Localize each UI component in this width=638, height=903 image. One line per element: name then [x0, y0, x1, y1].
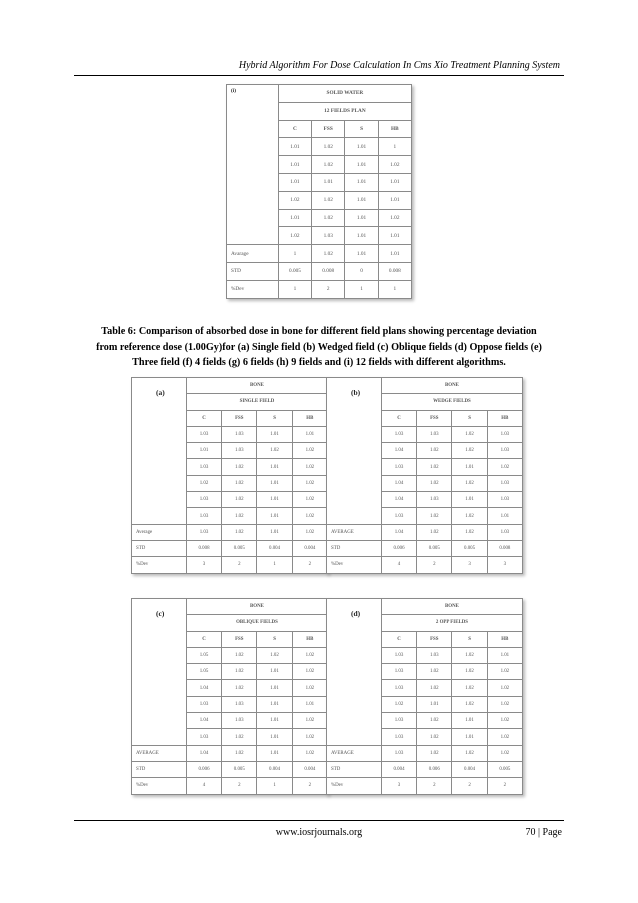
summary-cell: 1	[278, 245, 311, 263]
summary-row	[327, 524, 523, 540]
results-table-wedge-fields	[326, 377, 523, 574]
summary-cell: 2	[452, 778, 487, 794]
summary-row	[132, 524, 328, 540]
panel-label: (a)	[132, 378, 187, 525]
table-cell: 1.01	[292, 696, 327, 712]
summary-cell: 0.004	[292, 540, 327, 556]
summary-row	[132, 778, 328, 794]
summary-cell: 0.005	[487, 761, 522, 777]
summary-cell: 0.005	[222, 540, 257, 556]
table-cell: 1.01	[257, 508, 292, 524]
summary-label: %Dev	[327, 778, 382, 794]
table-cell: 1.03	[381, 680, 416, 696]
summary-label: STD	[132, 761, 187, 777]
table-cell: 1.01	[278, 173, 311, 191]
table-cell: 1.02	[487, 729, 522, 745]
summary-cell: 1.01	[257, 524, 292, 540]
summary-cell: 0.004	[452, 761, 487, 777]
table-cell: 1.02	[257, 647, 292, 663]
summary-row	[132, 745, 328, 761]
table-cell: 1.02	[186, 475, 221, 491]
table-cell: 1.05	[186, 647, 221, 663]
plan-header: SINGLE FIELD	[186, 394, 327, 410]
table-cell: 1.01	[278, 138, 311, 156]
table-cell: 1.01	[278, 156, 311, 174]
column-header: HB	[292, 631, 327, 647]
caption-line: Table 6: Comparison of absorbed dose in bone for different field plans showing percentage deviation	[101, 326, 537, 337]
table-cell: 1.03	[381, 664, 416, 680]
table-cell: 1.02	[381, 696, 416, 712]
table-cell: 1.01	[487, 508, 522, 524]
table-cell: 1.02	[487, 696, 522, 712]
summary-cell: 0.005	[417, 540, 452, 556]
summary-cell: 2	[417, 778, 452, 794]
summary-cell: 0.005	[278, 262, 311, 280]
summary-label: STD	[327, 540, 382, 556]
table-cell: 1.02	[278, 227, 311, 245]
table-cell: 1.02	[257, 443, 292, 459]
running-header: Hybrid Algorithm For Dose Calculation In Cms Xio Treatment Planning System	[238, 60, 560, 71]
column-header: FSS	[222, 410, 257, 426]
summary-cell: 0	[345, 262, 378, 280]
column-header: S	[452, 410, 487, 426]
table-cell: 1.01	[452, 713, 487, 729]
table-cell: 1.02	[222, 680, 257, 696]
table-cell: 1.03	[186, 426, 221, 442]
table-cell: 1.03	[222, 713, 257, 729]
table-cell: 1.01	[186, 443, 221, 459]
summary-cell: 1.03	[487, 524, 522, 540]
summary-cell: 3	[186, 557, 221, 573]
column-header: FSS	[312, 120, 345, 138]
summary-cell: 2	[312, 280, 345, 298]
summary-row	[132, 761, 328, 777]
table-cell: 1.02	[452, 696, 487, 712]
table-cell: 1.03	[186, 492, 221, 508]
table-cell: 1.05	[186, 664, 221, 680]
table-cell: 1.02	[417, 713, 452, 729]
summary-label: AVERAGE	[327, 745, 382, 761]
table-cell: 1.02	[417, 475, 452, 491]
table-cell: 1.01	[257, 426, 292, 442]
medium-header: SOLID WATER	[278, 85, 411, 103]
table-cell: 1.02	[417, 664, 452, 680]
summary-cell: 1.02	[312, 245, 345, 263]
summary-cell: 1.02	[452, 524, 487, 540]
table-cell: 1.02	[292, 508, 327, 524]
table-cell: 1.02	[452, 680, 487, 696]
medium-header: BONE	[381, 599, 522, 615]
summary-cell: 0.004	[381, 761, 416, 777]
table-cell: 1.01	[417, 696, 452, 712]
table-cell: 1.02	[292, 680, 327, 696]
panel-label: (d)	[327, 599, 382, 746]
summary-label: %Dev	[132, 778, 187, 794]
table-cell: 1.02	[222, 475, 257, 491]
summary-cell: 1.03	[186, 524, 221, 540]
summary-cell: 1	[278, 280, 311, 298]
summary-cell: 0.008	[487, 540, 522, 556]
footer-page-number: 70 | Page	[525, 827, 562, 838]
summary-row	[132, 540, 328, 556]
summary-cell: 1.02	[452, 745, 487, 761]
summary-cell: 1.01	[378, 245, 411, 263]
column-header: FSS	[222, 631, 257, 647]
table-cell: 1.02	[452, 443, 487, 459]
results-table-oblique-fields	[131, 598, 328, 795]
summary-cell: 0.008	[186, 540, 221, 556]
table-cell: 1.02	[487, 713, 522, 729]
medium-header: BONE	[186, 599, 327, 615]
summary-cell: 1	[345, 280, 378, 298]
column-header: HB	[292, 410, 327, 426]
table-cell: 1.01	[257, 713, 292, 729]
summary-cell: 1	[378, 280, 411, 298]
table-cell: 1.02	[278, 191, 311, 209]
table-cell: 1.02	[452, 664, 487, 680]
column-header: S	[452, 631, 487, 647]
caption-line: from reference dose (1.00Gy)for (a) Single field (b) Wedged field (c) Oblique fields (d) Oppose fields (e)	[96, 341, 542, 353]
column-header: HB	[487, 410, 522, 426]
table-cell: 1.01	[312, 173, 345, 191]
table-cell: 1.01	[257, 696, 292, 712]
table-cell: 1.02	[292, 647, 327, 663]
table-cell: 1.02	[487, 459, 522, 475]
results-table-opposed-fields	[326, 598, 523, 795]
table-cell: 1.01	[345, 191, 378, 209]
summary-cell: 1.02	[417, 745, 452, 761]
table-cell: 1.02	[452, 647, 487, 663]
table-cell: 1.04	[381, 475, 416, 491]
table-cell: 1.02	[222, 729, 257, 745]
table-cell: 1.02	[452, 508, 487, 524]
table-cell: 1.01	[345, 173, 378, 191]
summary-cell: 0.005	[452, 540, 487, 556]
table-cell: 1.02	[417, 729, 452, 745]
summary-label: Average	[132, 524, 187, 540]
footer-rule	[74, 820, 564, 821]
table-cell: 1.01	[278, 209, 311, 227]
summary-row	[327, 745, 523, 761]
summary-cell: 1.01	[257, 745, 292, 761]
medium-header: BONE	[186, 378, 327, 394]
summary-label: STD	[227, 262, 279, 280]
summary-cell: 2	[487, 778, 522, 794]
plan-header: WEDGE FIELDS	[381, 394, 522, 410]
summary-cell: 1.04	[186, 745, 221, 761]
table-cell: 1.02	[417, 680, 452, 696]
results-table-12-fields-solid-water	[226, 84, 412, 299]
caption-line: Three field (f) 4 fields (g) 6 fields (h) 9 fields and (i) 12 fields with different algorithms.	[132, 357, 506, 368]
footer-url: www.iosrjournals.org	[275, 827, 363, 838]
table-cell: 1.03	[312, 227, 345, 245]
column-header: S	[257, 410, 292, 426]
summary-cell: 1.02	[222, 524, 257, 540]
summary-cell: 2	[292, 778, 327, 794]
table-cell: 1.01	[452, 459, 487, 475]
table-cell: 1.02	[312, 156, 345, 174]
table-cell: 1.01	[257, 475, 292, 491]
table-cell: 1.03	[222, 696, 257, 712]
summary-cell: 0.006	[417, 761, 452, 777]
table-cell: 1.03	[487, 426, 522, 442]
summary-cell: 3	[381, 778, 416, 794]
table-cell: 1.01	[257, 492, 292, 508]
summary-cell: 0.008	[312, 262, 345, 280]
summary-row	[132, 557, 328, 573]
summary-label: %Dev	[327, 557, 382, 573]
plan-header: OBLIQUE FIELDS	[186, 615, 327, 631]
table-cell: 1.02	[292, 492, 327, 508]
summary-cell: 2	[417, 557, 452, 573]
table-cell: 1.02	[292, 729, 327, 745]
panel-label: (i)	[227, 85, 279, 245]
table-cell: 1.02	[452, 426, 487, 442]
summary-row	[227, 262, 412, 280]
summary-cell: 2	[292, 557, 327, 573]
summary-cell: 1.04	[381, 524, 416, 540]
summary-cell: 1	[257, 557, 292, 573]
table-cell: 1.01	[378, 227, 411, 245]
summary-cell: 2	[222, 778, 257, 794]
summary-label: AVERAGE	[132, 745, 187, 761]
table-cell: 1.01	[487, 647, 522, 663]
table-cell: 1.02	[312, 209, 345, 227]
column-header: HB	[378, 120, 411, 138]
table-cell: 1.03	[417, 647, 452, 663]
table-cell: 1.03	[186, 729, 221, 745]
summary-row	[227, 280, 412, 298]
summary-row	[327, 557, 523, 573]
panel-label: (b)	[327, 378, 382, 525]
summary-label: Avarage	[227, 245, 279, 263]
summary-cell: 1.02	[222, 745, 257, 761]
table-cell: 1.03	[186, 696, 221, 712]
summary-cell: 3	[487, 557, 522, 573]
table-cell: 1.02	[487, 664, 522, 680]
table-cell: 1.04	[381, 492, 416, 508]
table-cell: 1.03	[222, 426, 257, 442]
table-cell: 1.03	[487, 443, 522, 459]
table-cell: 1.02	[292, 443, 327, 459]
summary-label: %Dev	[227, 280, 279, 298]
table-cell: 1.02	[222, 647, 257, 663]
table-cell: 1.01	[257, 680, 292, 696]
column-header: S	[257, 631, 292, 647]
table-cell: 1.02	[222, 664, 257, 680]
summary-row	[327, 761, 523, 777]
table-cell: 1.01	[345, 156, 378, 174]
table-cell: 1.01	[257, 729, 292, 745]
summary-cell: 4	[381, 557, 416, 573]
table-cell: 1.02	[417, 459, 452, 475]
table-cell: 1.03	[222, 443, 257, 459]
table-cell: 1.01	[452, 729, 487, 745]
table-cell: 1	[378, 138, 411, 156]
summary-cell: 1.02	[487, 745, 522, 761]
table-cell: 1.03	[381, 647, 416, 663]
column-header: FSS	[417, 631, 452, 647]
column-header: C	[381, 631, 416, 647]
table-cell: 1.02	[312, 191, 345, 209]
table-cell: 1.02	[222, 459, 257, 475]
summary-label: %Dev	[132, 557, 187, 573]
summary-cell: 0.004	[257, 540, 292, 556]
plan-header: 2 OPP FIELDS	[381, 615, 522, 631]
medium-header: BONE	[381, 378, 522, 394]
column-header: C	[186, 410, 221, 426]
table-cell: 1.02	[417, 508, 452, 524]
table-cell: 1.04	[381, 443, 416, 459]
table-cell: 1.02	[487, 680, 522, 696]
table-cell: 1.03	[487, 492, 522, 508]
column-header: C	[381, 410, 416, 426]
summary-cell: 0.005	[222, 761, 257, 777]
table-cell: 1.01	[292, 426, 327, 442]
summary-row	[327, 540, 523, 556]
table-cell: 1.02	[378, 156, 411, 174]
table-caption	[72, 324, 566, 371]
summary-cell: 1	[257, 778, 292, 794]
column-header: HB	[487, 631, 522, 647]
table-cell: 1.03	[487, 475, 522, 491]
results-table-single-field	[131, 377, 328, 574]
table-cell: 1.01	[345, 209, 378, 227]
table-cell: 1.02	[452, 475, 487, 491]
table-cell: 1.03	[381, 426, 416, 442]
summary-cell: 1.02	[417, 524, 452, 540]
table-cell: 1.04	[186, 713, 221, 729]
summary-row	[227, 245, 412, 263]
summary-cell: 1.01	[345, 245, 378, 263]
table-cell: 1.03	[417, 426, 452, 442]
column-header: C	[186, 631, 221, 647]
summary-label: STD	[132, 540, 187, 556]
table-cell: 1.02	[222, 508, 257, 524]
table-cell: 1.03	[381, 459, 416, 475]
column-header: FSS	[417, 410, 452, 426]
summary-cell: 1.02	[292, 745, 327, 761]
summary-cell: 0.008	[378, 262, 411, 280]
table-cell: 1.03	[186, 459, 221, 475]
table-cell: 1.02	[417, 443, 452, 459]
table-cell: 1.01	[257, 664, 292, 680]
column-header: C	[278, 120, 311, 138]
table-cell: 1.03	[381, 729, 416, 745]
table-cell: 1.03	[417, 492, 452, 508]
summary-cell: 0.006	[186, 761, 221, 777]
table-cell: 1.02	[292, 459, 327, 475]
summary-label: STD	[327, 761, 382, 777]
header-rule	[74, 75, 564, 76]
table-cell: 1.02	[292, 664, 327, 680]
table-cell: 1.03	[381, 508, 416, 524]
table-cell: 1.01	[257, 459, 292, 475]
table-cell: 1.02	[292, 713, 327, 729]
summary-label: AVERAGE	[327, 524, 382, 540]
summary-cell: 0.004	[257, 761, 292, 777]
summary-cell: 1.03	[381, 745, 416, 761]
table-cell: 1.04	[186, 680, 221, 696]
summary-cell: 2	[222, 557, 257, 573]
table-cell: 1.01	[378, 191, 411, 209]
summary-cell: 3	[452, 557, 487, 573]
summary-cell: 1.02	[292, 524, 327, 540]
table-cell: 1.02	[378, 209, 411, 227]
column-header: S	[345, 120, 378, 138]
table-cell: 1.02	[222, 492, 257, 508]
table-cell: 1.01	[452, 492, 487, 508]
table-cell: 1.01	[378, 173, 411, 191]
panel-label: (c)	[132, 599, 187, 746]
summary-row	[327, 778, 523, 794]
table-cell: 1.03	[381, 713, 416, 729]
plan-header: 12 FIELDS PLAN	[278, 102, 411, 120]
table-cell: 1.03	[186, 508, 221, 524]
summary-cell: 0.004	[292, 761, 327, 777]
summary-cell: 0.006	[381, 540, 416, 556]
table-cell: 1.02	[312, 138, 345, 156]
table-cell: 1.02	[292, 475, 327, 491]
summary-cell: 4	[186, 778, 221, 794]
table-cell: 1.01	[345, 227, 378, 245]
table-cell: 1.01	[345, 138, 378, 156]
